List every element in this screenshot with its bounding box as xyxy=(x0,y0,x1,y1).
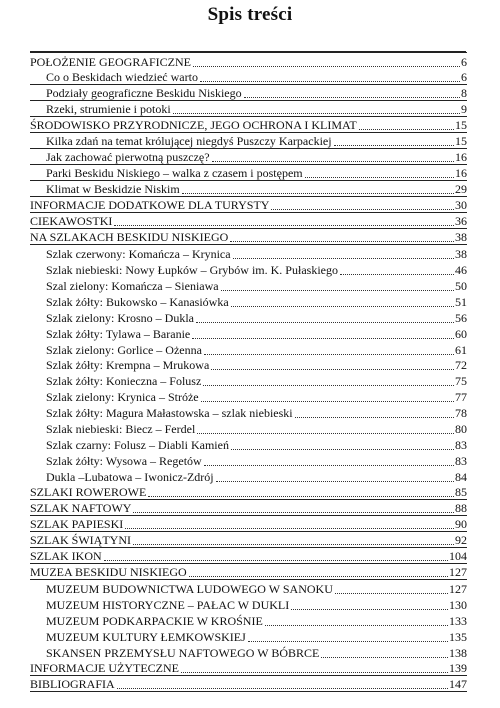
toc-entry-page-number: 78 xyxy=(455,406,467,421)
toc-entry-page-number: 85 xyxy=(455,485,467,499)
toc-entry[interactable] xyxy=(30,165,467,181)
toc-entry-label: MUZEUM PODKARPACKIE W KROŚNIE xyxy=(46,613,263,628)
toc-entry-page-number: 84 xyxy=(455,470,467,484)
toc-entry-page-number: 56 xyxy=(455,310,467,325)
toc-entry[interactable] xyxy=(30,548,467,564)
dot-leader xyxy=(192,332,454,339)
toc-entry[interactable] xyxy=(30,293,467,309)
toc-entry-label: Szlak zielony: Krynica – Stróże xyxy=(46,390,199,405)
dot-leader xyxy=(203,379,454,386)
toc-entry-label: Szlak żółty: Magura Małastowska – szlak niebieski xyxy=(46,406,293,421)
dot-leader xyxy=(211,363,454,370)
page-title: Spis treści xyxy=(207,4,293,25)
toc-entry-page-number: 77 xyxy=(455,390,467,405)
toc-entry-label: Szlak czerwony: Komańcza – Krynica xyxy=(46,246,231,261)
toc-entry-label: SZLAK PAPIESKI xyxy=(30,517,124,531)
toc-entry[interactable] xyxy=(30,149,467,165)
dot-leader xyxy=(201,395,454,402)
toc-entry-label: Klimat w Beskidzie Niskim xyxy=(46,181,180,196)
dot-leader xyxy=(181,666,448,673)
dot-leader xyxy=(193,60,460,67)
dot-leader xyxy=(117,682,448,689)
toc-entry-label: MUZEUM KULTURY ŁEMKOWSKIEJ xyxy=(46,629,246,644)
toc-entry[interactable] xyxy=(30,181,467,197)
dot-leader xyxy=(265,619,448,626)
dot-leader xyxy=(340,268,454,275)
toc-entry-label: Kilka zdań na temat królującej niegdyś Puszczy Karpackiej xyxy=(46,133,332,148)
toc-entry-label: Rzeki, strumienie i potoki xyxy=(46,101,171,116)
toc-entry-label: SZLAKI ROWEROWE xyxy=(30,485,147,499)
toc-entry-page-number: 147 xyxy=(449,676,467,691)
dot-leader xyxy=(204,348,454,355)
toc-entry-page-number: 36 xyxy=(455,213,467,228)
toc-entry-label: INFORMACJE UŻYTECZNE xyxy=(30,660,179,675)
toc-entry-page-number: 60 xyxy=(455,326,467,341)
toc-entry[interactable] xyxy=(30,245,467,261)
toc-entry[interactable] xyxy=(30,612,467,628)
toc-entry[interactable] xyxy=(30,500,467,516)
toc-entry-label: Szlak zielony: Gorlice – Ożenna xyxy=(46,342,202,357)
toc-entry-label: Podziały geograficzne Beskidu Niskiego xyxy=(46,85,242,100)
toc-entry-page-number: 92 xyxy=(455,533,467,547)
toc-entry[interactable] xyxy=(30,596,467,612)
toc-entry-label: MUZEUM HISTORYCZNE – PAŁAC W DUKLI xyxy=(46,597,290,612)
toc-entry[interactable] xyxy=(30,420,467,436)
dot-leader xyxy=(133,506,454,513)
dot-leader xyxy=(196,316,454,323)
toc-entry-label: MUZEUM BUDOWNICTWA LUDOWEGO W SANOKU xyxy=(46,581,333,596)
toc-entry-page-number: 90 xyxy=(455,517,467,531)
toc-entry[interactable] xyxy=(30,357,467,373)
toc-entry-page-number: 88 xyxy=(455,501,467,515)
dot-leader xyxy=(221,284,454,291)
toc-entry-page-number: 30 xyxy=(455,197,467,212)
toc-entry-page-number: 72 xyxy=(455,358,467,373)
toc-entry-label: Co o Beskidach wiedzieć warto xyxy=(46,69,198,84)
toc-entry-label: Szlak niebieski: Biecz – Ferdel xyxy=(46,422,196,437)
toc-entry[interactable] xyxy=(30,436,467,452)
toc-entry-page-number: 8 xyxy=(461,85,467,100)
toc-entry[interactable] xyxy=(30,325,467,341)
toc-entry[interactable] xyxy=(30,277,467,293)
dot-leader xyxy=(233,252,454,259)
toc-entry-page-number: 6 xyxy=(461,69,467,84)
toc-entry-page-number: 61 xyxy=(455,342,467,357)
toc-entry[interactable] xyxy=(30,372,467,388)
toc-entry[interactable] xyxy=(30,644,467,660)
toc-entry-page-number: 15 xyxy=(455,117,467,132)
toc-entry-label: Dukla –Lubatowa – Iwonicz-Zdrój xyxy=(46,470,214,484)
dot-leader xyxy=(271,203,454,210)
toc-entry[interactable] xyxy=(30,676,467,692)
toc-entry-label: Szlak żółty: Krempna – Mrukowa xyxy=(46,358,210,373)
toc-entry-page-number: 135 xyxy=(449,629,467,644)
toc-entry[interactable] xyxy=(30,52,467,69)
toc-entry[interactable] xyxy=(30,197,467,213)
dot-leader xyxy=(335,587,448,594)
dot-leader xyxy=(244,91,460,98)
toc-entry[interactable] xyxy=(30,213,467,229)
toc-entry[interactable] xyxy=(30,133,467,149)
toc-entry[interactable] xyxy=(30,484,467,500)
dot-leader xyxy=(248,635,448,642)
toc-entry-page-number: 38 xyxy=(455,246,467,261)
dot-leader xyxy=(197,427,454,434)
toc-entry-page-number: 50 xyxy=(455,278,467,293)
toc-entry-label: SZLAK NAFTOWY xyxy=(30,501,132,515)
dot-leader xyxy=(212,155,454,162)
toc-entry-page-number: 75 xyxy=(455,374,467,389)
toc-entry-label: Szlak żółty: Wysowa – Regetów xyxy=(46,454,202,469)
toc-entry-page-number: 38 xyxy=(455,229,467,244)
toc-entry-page-number: 127 xyxy=(449,581,467,596)
toc-entry-label: SKANSEN PRZEMYSŁU NAFTOWEGO W BÓBRCE xyxy=(46,645,320,660)
toc-entry-page-number: 104 xyxy=(449,549,467,563)
toc-entry-page-number: 80 xyxy=(455,422,467,437)
toc-entry[interactable] xyxy=(30,229,467,245)
toc-entry-page-number: 83 xyxy=(455,454,467,469)
toc-entry-label: Szlak żółty: Konieczna – Folusz xyxy=(46,374,202,389)
dot-leader xyxy=(216,475,454,482)
toc-entry[interactable] xyxy=(30,660,467,676)
toc-entry-page-number: 9 xyxy=(461,101,467,116)
toc-entry-label: BIBLIOGRAFIA xyxy=(30,676,115,691)
toc-entry-page-number: 133 xyxy=(449,613,467,628)
dot-leader xyxy=(230,235,454,242)
toc-entry-label: MUZEA BESKIDU NISKIEGO xyxy=(30,565,187,579)
toc-entry-label: SZLAK ŚWIĄTYNI xyxy=(30,533,131,547)
dot-leader xyxy=(231,300,454,307)
toc-entry-page-number: 46 xyxy=(455,262,467,277)
dot-leader xyxy=(189,570,448,577)
dot-leader xyxy=(359,123,454,130)
toc-entry-page-number: 83 xyxy=(455,438,467,453)
toc-entry[interactable] xyxy=(30,564,467,580)
dot-leader xyxy=(104,554,448,561)
toc-entry-label: SZLAK IKON xyxy=(30,549,102,563)
toc-entry[interactable] xyxy=(30,117,467,133)
toc-entry-label: Szlak żółty: Tylawa – Baranie xyxy=(46,326,191,341)
toc-entry-label: CIEKAWOSTKI xyxy=(30,213,113,228)
toc-entry-page-number: 29 xyxy=(455,181,467,196)
toc-entry-label: Jak zachować pierwotną puszczę? xyxy=(46,149,210,164)
dot-leader xyxy=(114,219,454,226)
toc-entry-page-number: 51 xyxy=(455,294,467,309)
toc-entry[interactable] xyxy=(30,452,467,468)
dot-leader xyxy=(321,651,448,658)
toc-entry-label: POŁOŻENIE GEOGRAFICZNE xyxy=(30,54,191,69)
toc-entry-page-number: 138 xyxy=(449,645,467,660)
toc-entry-label: Szal zielony: Komańcza – Sieniawa xyxy=(46,278,219,293)
toc-entry-label: Parki Beskidu Niskiego – walka z czasem i postępem xyxy=(46,165,303,180)
toc-entry-label: INFORMACJE DODATKOWE DLA TURYSTY xyxy=(30,197,270,212)
dot-leader xyxy=(291,603,448,610)
dot-leader xyxy=(200,75,460,82)
toc-entry[interactable] xyxy=(30,516,467,532)
table-of-contents xyxy=(30,52,467,692)
toc-entry[interactable] xyxy=(30,532,467,548)
toc-entry-label: Szlak zielony: Krosno – Dukla xyxy=(46,310,194,325)
toc-entry-page-number: 139 xyxy=(449,660,467,675)
toc-entry[interactable] xyxy=(30,69,467,85)
toc-entry-page-number: 16 xyxy=(455,149,467,164)
toc-entry-page-number: 6 xyxy=(461,54,467,69)
toc-entry[interactable] xyxy=(30,388,467,404)
dot-leader xyxy=(305,171,454,178)
dot-leader xyxy=(231,443,454,450)
toc-entry[interactable] xyxy=(30,468,467,484)
toc-entry[interactable] xyxy=(30,309,467,325)
dot-leader xyxy=(295,411,454,418)
toc-entry[interactable] xyxy=(30,101,467,117)
toc-entry-page-number: 15 xyxy=(455,133,467,148)
toc-entry[interactable] xyxy=(30,341,467,357)
toc-entry-label: ŚRODOWISKO PRZYRODNICZE, JEGO OCHRONA I KLIMAT xyxy=(30,117,357,132)
toc-entry-label: Szlak niebieski: Nowy Łupków – Grybów im. K. Pułaskiego xyxy=(46,262,338,277)
toc-entry-page-number: 130 xyxy=(449,597,467,612)
toc-entry-page-number: 127 xyxy=(449,565,467,579)
dot-leader xyxy=(334,139,454,146)
dot-leader xyxy=(173,107,460,114)
dot-leader xyxy=(133,538,454,545)
dot-leader xyxy=(148,490,454,497)
toc-entry[interactable] xyxy=(30,628,467,644)
toc-entry-label: NA SZLAKACH BESKIDU NISKIEGO xyxy=(30,229,229,244)
toc-entry-label: Szlak żółty: Bukowsko – Kanasiówka xyxy=(46,294,229,309)
dot-leader xyxy=(182,187,454,194)
dot-leader xyxy=(125,522,454,529)
toc-entry[interactable] xyxy=(30,404,467,420)
toc-entry[interactable] xyxy=(30,261,467,277)
toc-entry[interactable] xyxy=(30,85,467,101)
dot-leader xyxy=(204,459,454,466)
toc-entry-page-number: 16 xyxy=(455,165,467,180)
toc-entry[interactable] xyxy=(30,580,467,596)
toc-entry-label: Szlak czarny: Folusz – Diabli Kamień xyxy=(46,438,229,453)
